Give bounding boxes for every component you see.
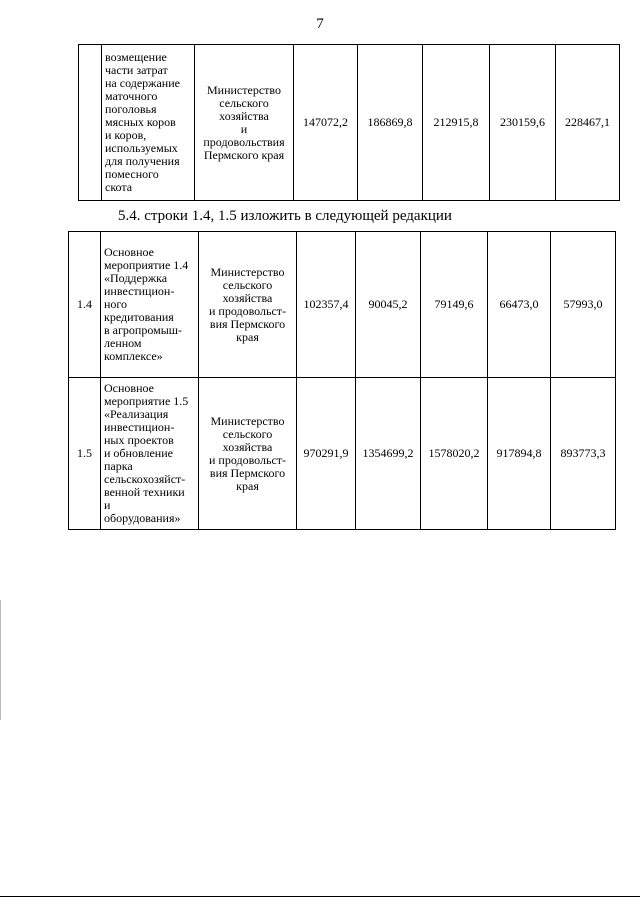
amount-cell: 230159,6 xyxy=(490,45,556,201)
row-number-cell: 1.4 xyxy=(69,232,101,378)
amount-cell: 212915,8 xyxy=(423,45,490,201)
amount-cell: 79149,6 xyxy=(421,232,488,378)
section-heading: 5.4. строки 1.4, 1.5 изложить в следующей редакции xyxy=(118,208,452,224)
scan-edge-mark xyxy=(0,600,1,720)
amount-cell: 228467,1 xyxy=(556,45,620,201)
amount-cell: 1354699,2 xyxy=(356,378,421,530)
responsible-executor-cell: Министерство сельского хозяйства и продовольст- вия Пермского края xyxy=(199,232,297,378)
amount-cell: 970291,9 xyxy=(297,378,356,530)
page-number: 7 xyxy=(316,16,324,32)
scan-bottom-edge xyxy=(0,896,640,897)
amount-cell: 147072,2 xyxy=(294,45,358,201)
amount-cell: 102357,4 xyxy=(297,232,356,378)
amount-cell: 90045,2 xyxy=(356,232,421,378)
table-row xyxy=(69,378,616,530)
amount-cell: 186869,8 xyxy=(358,45,423,201)
measure-name-cell: Основное мероприятие 1.4 «Поддержка инвестицион- ного кредитования в агропромыш- ленном комплексе» xyxy=(101,232,199,378)
responsible-executor-cell: Министерство сельского хозяйства и продовольствия Пермского края xyxy=(195,45,294,201)
amount-cell: 893773,3 xyxy=(551,378,616,530)
amount-cell: 917894,8 xyxy=(488,378,551,530)
table-row xyxy=(79,45,620,201)
measure-name-cell: Основное мероприятие 1.5 «Реализация инвестицион- ных проектов и обновление парка сельскохозяйст- венной техники и оборудования» xyxy=(101,378,199,530)
amendment-table xyxy=(68,231,616,530)
row-number-cell: 1.5 xyxy=(69,378,101,530)
amount-cell: 57993,0 xyxy=(551,232,616,378)
measure-name-cell: возмещение части затрат на содержание маточного поголовья мясных коров и коров, используемых для получения помесного скота xyxy=(102,45,195,201)
responsible-executor-cell: Министерство сельского хозяйства и продовольст- вия Пермского края xyxy=(199,378,297,530)
amount-cell: 1578020,2 xyxy=(421,378,488,530)
continuation-table xyxy=(78,44,620,201)
table-row xyxy=(69,232,616,378)
row-number-cell xyxy=(79,45,102,201)
amount-cell: 66473,0 xyxy=(488,232,551,378)
